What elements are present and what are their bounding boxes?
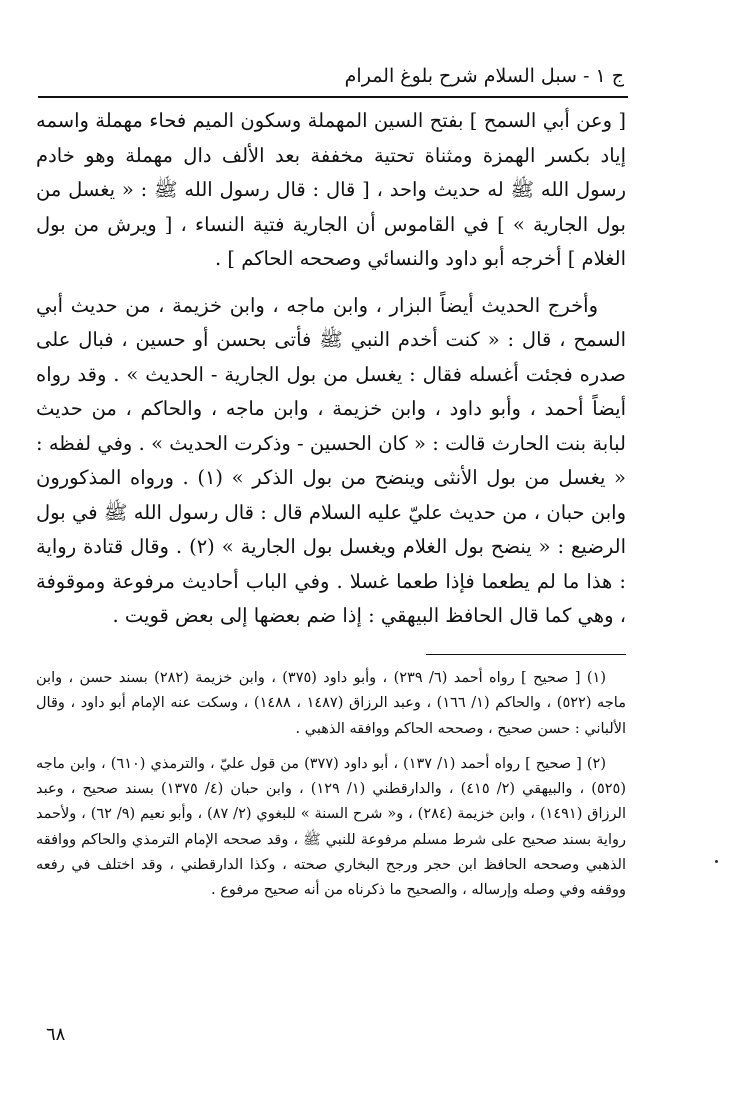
running-header [36, 58, 624, 94]
main-paragraph-2: وأخرج الحديث أيضاً البزار ، وابن ماجه ، وابن خزيمة ، من حديث أبي السمح ، قال : « كنت أخدم النبي ﷺ فأتى بحسن أو حسين ، فبال على صدره فجئت أغسله فقال : يغسل من بول الجارية - الحديث » . وقد رواه أيضاً أحمد ، وأبو داود ، وابن خزيمة ، وابن ماجه ، والحاكم ، من حديث لبابة بنت الحارث قالت : « كان الحسين - وذكرت الحديث » . وفي لفظه : « يغسل من بول الأنثى وينضح من بول الذكر » (١) . ورواه المذكورون وابن حبان ، من حديث عليّ عليه السلام قال : قال رسول الله ﷺ في بول الرضيع : « ينضح بول الغلام ويغسل بول الجارية » (٢) . وقال قتادة رواية : هذا ما لم يطعما فإذا طعما غسلا . وفي الباب أحاديث مرفوعة وموقوفة ، وهي كما قال الحافظ البيهقي : إذا ضم بعضها إلى بعض قويت . [36, 293, 626, 627]
footnote-2: (٢) [ صحيح ] رواه أحمد (١/ ١٣٧) ، أبو داود (٣٧٧) من قول عليّ ، والترمذي (٦١٠) ، وابن ماجه (٥٢٥) ، والبيهقي (٢/ ٤١٥) ، والدارقطني (١/ ١٢٩) ، وابن حبان (٤/ ١٣٧٥) بسند صحيح ، وعبد الرزاق (١٤٩١) ، وابن خزيمة (٢٨٤) ، و« شرح السنة » للبغوي (٢/ ٨٧) ، وأبو نعيم (٩/ ٦٢) ، ولأحمد رواية بسند صحيح على شرط مسلم مرفوعة للنبي ﷺ ، وقد صححه الإمام الترمذي والحاكم ووافقه الذهبي وصححه الحافظ ابن حجر ورجح البخاري صحته ، وكذا الدارقطني ، وقد اختلف في رفعه ووقفه وفي وصله وإرساله ، والصحيح ما ذكرناه من أنه صحيح مرفوع . [36, 755, 627, 899]
page-number: ٦٨ [46, 1024, 66, 1045]
header-divider [38, 96, 628, 98]
scan-speck [715, 860, 718, 863]
main-paragraph-1: [ وعن أبي السمح ] بفتح السين المهملة وسكون الميم فحاء مهملة واسمه إياد بكسر الهمزة ومثناة تحتية مخففة بعد الألف دال مهملة وهو خادم رسول الله ﷺ له حديث واحد ، [ قال : قال رسول الله ﷺ : « يغسل من بول الجارية » ] في القاموس أن الجارية فتية النساء ، [ ويرش من بول الغلام ] أخرجه أبو داود والنسائي وصححه الحاكم ] . [36, 109, 626, 270]
main-text [36, 104, 626, 634]
footnotes [36, 666, 626, 904]
footnote-1: (١) [ صحيح ] رواه أحمد (٦/ ٢٣٩) ، وأبو داود (٣٧٥) ، وابن خزيمة (٢٨٢) بسند حسن ، وابن ماجه (٥٢٢) ، والحاكم (١/ ١٦٦) ، وعبد الرزاق (١٤٨٧ ، ١٤٨٨) ، وسكت عنه الإمام أبو داود ، وقال الألباني : حسن صحيح ، وصححه الحاكم ووافقه الذهبي . [36, 670, 626, 737]
running-header-title: ج ١ - سبل السلام شرح بلوغ المرام [344, 65, 624, 87]
footnote-divider [426, 654, 626, 655]
